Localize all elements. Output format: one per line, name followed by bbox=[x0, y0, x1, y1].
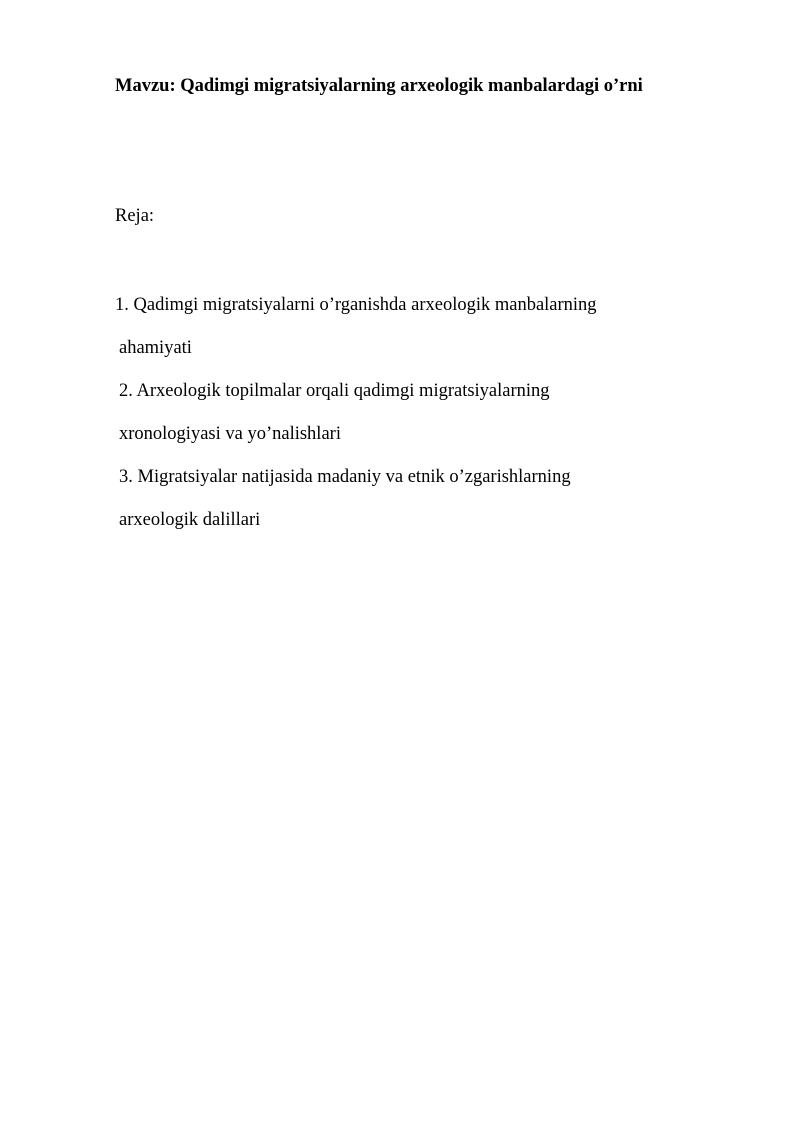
plan-item-1-line-1: 1. Qadimgi migratsiyalarni o’rganishda arxeologik manbalarning bbox=[115, 295, 597, 315]
plan-item-2-line-1: 2. Arxeologik topilmalar orqali qadimgi migratsiyalarning bbox=[119, 381, 550, 401]
plan-item-2 bbox=[115, 378, 715, 464]
plan-label: Reja: bbox=[115, 206, 155, 226]
plan-item-2-line-2: xronologiyasi va yo’nalishlari bbox=[119, 424, 341, 444]
plan-item-1 bbox=[115, 292, 715, 378]
plan-item-3-line-2: arxeologik dalillari bbox=[119, 510, 261, 530]
plan-item-1-line-2: ahamiyati bbox=[119, 338, 192, 358]
document-title: Mavzu: Qadimgi migratsiyalarning arxeologik manbalardagi o’rni bbox=[115, 76, 643, 96]
plan-item-3-line-1: 3. Migratsiyalar natijasida madaniy va etnik o’zgarishlarning bbox=[119, 467, 571, 487]
plan-list bbox=[115, 292, 715, 550]
plan-item-3 bbox=[115, 464, 715, 550]
